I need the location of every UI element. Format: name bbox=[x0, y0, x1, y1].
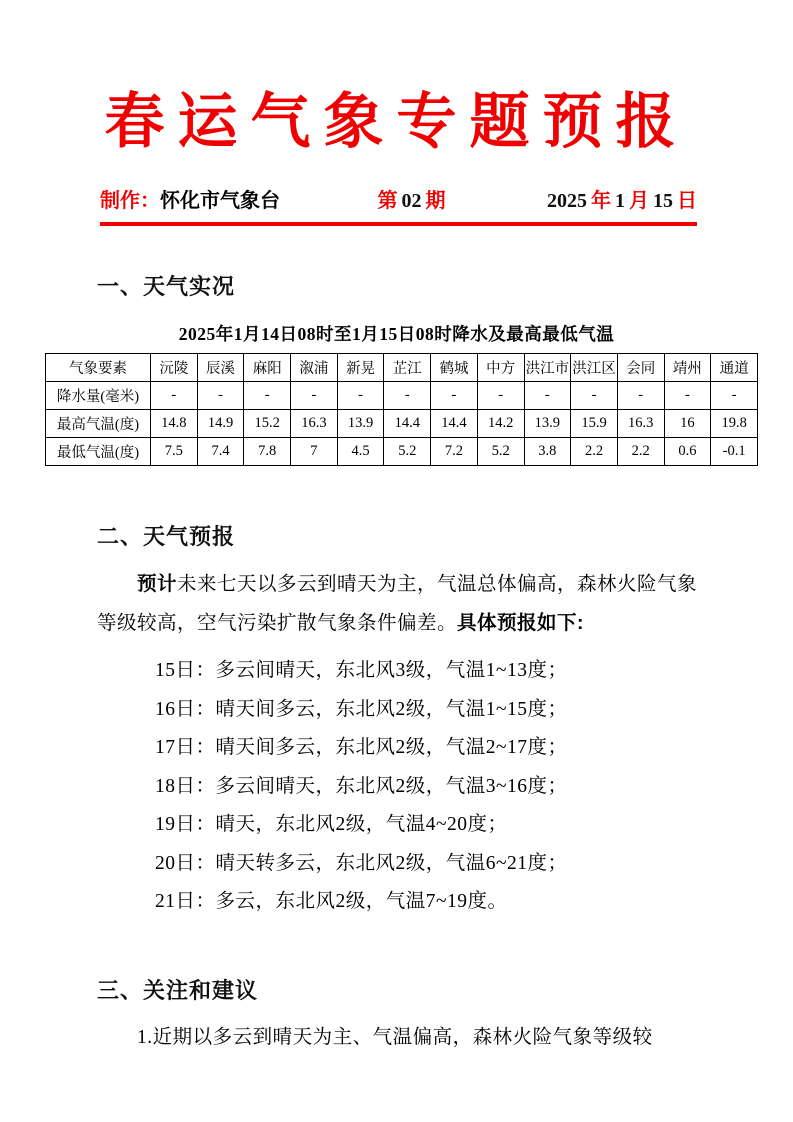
table-cell-value: 5.2 bbox=[384, 438, 431, 466]
producer-label: 制作： bbox=[100, 190, 160, 212]
date-year-label: 年 bbox=[591, 190, 611, 212]
forecast-day-line: 18日：多云间晴天，东北风2级，气温3~16度； bbox=[155, 775, 568, 797]
table-cell-value: 14.2 bbox=[477, 410, 524, 438]
col-header-station: 洪江市 bbox=[524, 354, 571, 382]
table-row bbox=[46, 438, 758, 466]
table-cell-value: 7.4 bbox=[197, 438, 244, 466]
row-label: 降水量(毫米) bbox=[46, 382, 151, 410]
table-cell-value: 14.9 bbox=[197, 410, 244, 438]
col-header-station: 通道 bbox=[711, 354, 758, 382]
table-cell-value: 2.2 bbox=[617, 438, 664, 466]
forecast-day-line: 17日：晴天间多云，东北风2级，气温2~17度； bbox=[155, 737, 568, 758]
date-month: 1 bbox=[615, 190, 625, 212]
table-cell-value: 14.8 bbox=[151, 410, 198, 438]
forecast-day-line: 16日：晴天间多云，东北风2级，气温1~15度； bbox=[155, 698, 568, 720]
table-cell-value: - bbox=[477, 382, 524, 410]
forecast-day-line: 21日：多云，东北风2级，气温7~19度。 bbox=[155, 891, 508, 912]
col-header-station: 芷江 bbox=[384, 354, 431, 382]
table-cell-value: 14.4 bbox=[384, 410, 431, 438]
table-cell-value: - bbox=[244, 382, 291, 410]
table-cell-value: -0.1 bbox=[711, 438, 758, 466]
issue-suffix: 期 bbox=[425, 190, 446, 212]
forecast-tail-bold: 具体预报如下: bbox=[457, 612, 585, 634]
table-row bbox=[46, 410, 758, 438]
forecast-day-line: 19日：晴天，东北风2级，气温4~20度； bbox=[155, 814, 508, 835]
table-cell-value: - bbox=[337, 382, 384, 410]
table-cell-value: 7.2 bbox=[431, 438, 478, 466]
section-2-heading: 二、天气预报 bbox=[97, 524, 236, 549]
table-cell-value: - bbox=[617, 382, 664, 410]
date-month-label: 月 bbox=[629, 190, 649, 212]
date-day-label: 日 bbox=[677, 190, 697, 212]
table-cell-value: 7.8 bbox=[244, 438, 291, 466]
table-cell-value: 4.5 bbox=[337, 438, 384, 466]
masthead-date bbox=[543, 184, 697, 213]
table-row bbox=[46, 382, 758, 410]
table-cell-value: - bbox=[571, 382, 618, 410]
col-header-station: 中方 bbox=[477, 354, 524, 382]
weather-table-head-row bbox=[46, 354, 758, 382]
table-cell-value: - bbox=[431, 382, 478, 410]
date-year: 2025 bbox=[547, 190, 587, 212]
table-cell-value: 0.6 bbox=[664, 438, 711, 466]
col-header-station: 麻阳 bbox=[244, 354, 291, 382]
table-cell-value: - bbox=[524, 382, 571, 410]
col-header-element: 气象要素 bbox=[46, 354, 151, 382]
producer-name: 怀化市气象台 bbox=[160, 190, 280, 212]
document-title: 春运气象专题预报 bbox=[104, 89, 689, 155]
col-header-station: 新晃 bbox=[337, 354, 384, 382]
table-cell-value: - bbox=[197, 382, 244, 410]
weather-table-caption: 2025年1月14日08时至1月15日08时降水及最高最低气温 bbox=[178, 324, 615, 344]
table-cell-value: - bbox=[291, 382, 338, 410]
weather-observation-table bbox=[45, 353, 758, 466]
col-header-station: 沅陵 bbox=[151, 354, 198, 382]
table-cell-value: 7.5 bbox=[151, 438, 198, 466]
table-cell-value: 13.9 bbox=[337, 410, 384, 438]
suggestion-item-1: 1.近期以多云到晴天为主、气温偏高，森林火险气象等级较 bbox=[136, 1026, 653, 1048]
issue-prefix: 第 bbox=[377, 190, 398, 212]
table-cell-value: 19.8 bbox=[711, 410, 758, 438]
table-cell-value: - bbox=[664, 382, 711, 410]
col-header-station: 鹤城 bbox=[431, 354, 478, 382]
row-label: 最高气温(度) bbox=[46, 410, 151, 438]
issue-number: 02 bbox=[401, 190, 422, 212]
table-cell-value: 5.2 bbox=[477, 438, 524, 466]
table-cell-value: - bbox=[384, 382, 431, 410]
table-cell-value: 15.9 bbox=[571, 410, 618, 438]
table-cell-value: 16.3 bbox=[291, 410, 338, 438]
forecast-day-list bbox=[155, 652, 793, 922]
row-label: 最低气温(度) bbox=[46, 438, 151, 466]
table-cell-value: 13.9 bbox=[524, 410, 571, 438]
table-cell-value: 15.2 bbox=[244, 410, 291, 438]
masthead-issue bbox=[378, 184, 446, 213]
col-header-station: 会同 bbox=[617, 354, 664, 382]
forecast-lead-bold: 预计 bbox=[136, 573, 177, 595]
forecast-day-line: 20日：晴天转多云，东北风2级，气温6~21度； bbox=[155, 852, 568, 874]
table-cell-value: 14.4 bbox=[431, 410, 478, 438]
table-cell-value: 2.2 bbox=[571, 438, 618, 466]
weather-table-body bbox=[46, 382, 758, 466]
masthead-producer bbox=[100, 184, 280, 213]
forecast-body-text: 未来七天以多云到晴天为主，气温总体偏高，森林火险气象等级较高，空气污染扩散气象条件偏差。 bbox=[97, 574, 697, 634]
section-3-heading: 三、关注和建议 bbox=[97, 977, 259, 1003]
table-cell-value: 16.3 bbox=[617, 410, 664, 438]
col-header-station: 靖州 bbox=[664, 354, 711, 382]
table-cell-value: 16 bbox=[664, 410, 711, 438]
forecast-day-line: 15日：多云间晴天，东北风3级，气温1~13度； bbox=[155, 660, 568, 681]
masthead bbox=[100, 184, 697, 226]
col-header-station: 辰溪 bbox=[197, 354, 244, 382]
forecast-summary-paragraph bbox=[97, 565, 697, 643]
table-cell-value: 3.8 bbox=[524, 438, 571, 466]
table-cell-value: - bbox=[711, 382, 758, 410]
col-header-station: 洪江区 bbox=[571, 354, 618, 382]
date-day: 15 bbox=[653, 190, 673, 212]
col-header-station: 溆浦 bbox=[291, 354, 338, 382]
section-1-heading: 一、天气实况 bbox=[97, 274, 236, 299]
table-cell-value: - bbox=[151, 382, 198, 410]
table-cell-value: 7 bbox=[291, 438, 338, 466]
